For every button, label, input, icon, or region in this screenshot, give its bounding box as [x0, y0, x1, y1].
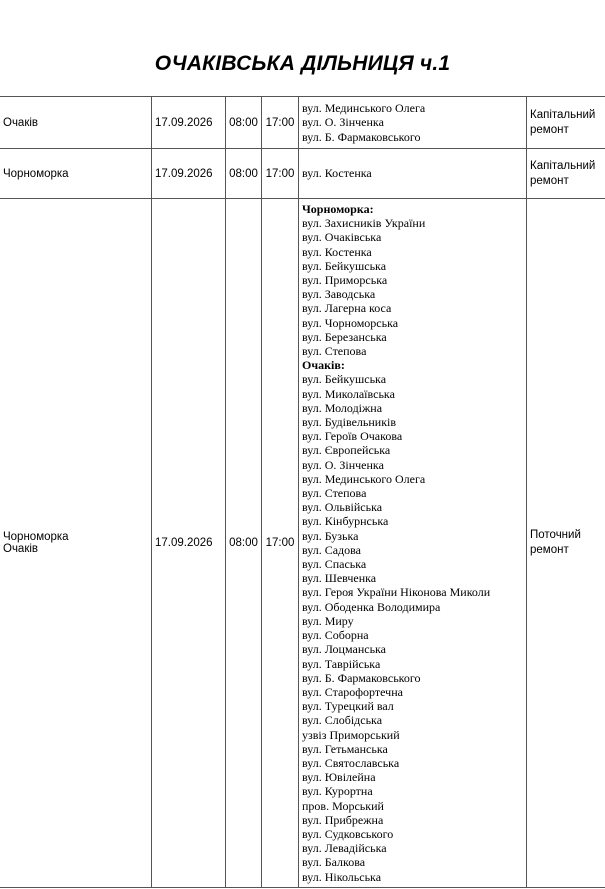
work-type-line: ремонт [530, 543, 569, 556]
street-item: вул. Б. Фармаковського [302, 129, 421, 144]
location-cell [0, 97, 152, 149]
street-item: вул. Лагерна коса [302, 301, 392, 316]
street-item: вул. Слобідська [302, 713, 383, 728]
street-item: вул. Заводська [302, 287, 376, 302]
streets-cell [299, 97, 527, 149]
street-item: вул. Степова [302, 344, 367, 359]
street-item: вул. Турецкий вал [302, 699, 394, 714]
street-item: вул. Бейкушська [302, 258, 387, 273]
location-name: Очаків [3, 116, 39, 129]
street-item: вул. Європейська [302, 443, 391, 458]
street-item: вул. Балкова [302, 855, 366, 870]
end-time-cell: 17:00 [262, 97, 299, 149]
street-group-heading: Чорноморка: [302, 202, 374, 216]
street-item: узвіз Приморський [302, 727, 400, 742]
street-item: вул. Ювілейна [302, 770, 376, 785]
location-cell [0, 199, 152, 888]
location-name: Очаків [3, 542, 39, 555]
street-item: вул. Нікольська [302, 869, 382, 884]
street-item: вул. Мединського Олега [302, 471, 426, 486]
street-item: вул. Миколаївська [302, 386, 395, 401]
page-title: ОЧАКІВСЬКА ДІЛЬНИЦЯ ч.1 [154, 52, 451, 75]
streets-cell [299, 199, 527, 888]
street-item: вул. Бейкушська [302, 372, 387, 387]
street-item: вул. Кінбурнська [302, 514, 389, 529]
street-item: вул. Ольвійська [302, 500, 383, 515]
date-cell: 17.09.2026 [152, 199, 226, 888]
street-item: вул. Шевченка [302, 571, 377, 586]
street-item: вул. Спаська [302, 557, 367, 572]
streets-cell [299, 149, 527, 199]
work-type-line: ремонт [530, 123, 569, 136]
street-item: вул. Очаківська [302, 230, 382, 245]
street-item: вул. Приморська [302, 273, 388, 288]
street-item: пров. Морський [302, 798, 384, 813]
street-item: вул. Березанська [302, 329, 387, 344]
street-item: вул. Курортна [302, 784, 373, 799]
street-item: вул. Героя України Ніконова Миколи [302, 585, 491, 600]
street-item: вул. Степова [302, 486, 367, 501]
work-type-line: ремонт [530, 174, 569, 187]
table-row [0, 199, 605, 888]
street-item: вул. Мединського Олега [302, 101, 426, 116]
street-item: вул. Молодіжна [302, 400, 383, 415]
street-item: вул. Левадійська [302, 841, 387, 856]
end-time-cell: 17:00 [262, 149, 299, 199]
street-item: вул. Костенка [302, 244, 372, 259]
work-type-line: Поточний [530, 528, 581, 541]
street-item: вул. О. Зінченка [302, 115, 384, 130]
street-item: вул. Святославська [302, 755, 400, 770]
date-cell: 17.09.2026 [152, 97, 226, 149]
street-item: вул. О. Зінченка [302, 457, 384, 472]
location-cell [0, 149, 152, 199]
location-name: Чорноморка [3, 167, 69, 180]
street-item: вул. Ободенка Володимира [302, 599, 441, 614]
street-item: вул. Миру [302, 613, 354, 628]
street-item: вул. Судковського [302, 826, 394, 841]
work-type-cell [527, 97, 605, 149]
street-item: вул. Гетьманська [302, 741, 388, 756]
street-item: вул. Будівельників [302, 415, 397, 430]
date-cell: 17.09.2026 [152, 149, 226, 199]
street-item: вул. Захисників України [302, 216, 426, 231]
outage-schedule-table [0, 96, 605, 888]
street-item: вул. Чорноморська [302, 315, 399, 330]
street-item: вул. Бузька [302, 528, 359, 543]
work-type-line: Капітальний [530, 159, 596, 172]
street-item: вул. Садова [302, 542, 361, 557]
street-item: вул. Старофортечна [302, 684, 403, 699]
street-group-heading: Очаків: [302, 358, 345, 373]
street-item: вул. Таврійська [302, 656, 381, 671]
start-time-cell: 08:00 [226, 149, 262, 199]
end-time-cell: 17:00 [262, 199, 299, 888]
work-type-cell [527, 149, 605, 199]
street-item: вул. Костенка [302, 166, 372, 181]
start-time-cell: 08:00 [226, 97, 262, 149]
street-item: вул. Прибрежна [302, 812, 384, 827]
work-type-cell [527, 199, 605, 888]
table-row [0, 97, 605, 149]
table-row [0, 149, 605, 199]
start-time-cell: 08:00 [226, 199, 262, 888]
location-name: Чорноморка [3, 530, 69, 543]
street-item: вул. Б. Фармаковського [302, 670, 421, 685]
work-type-line: Капітальний [530, 108, 596, 121]
street-item: вул. Соборна [302, 628, 369, 643]
street-item: вул. Лоцманська [302, 642, 387, 657]
street-item: вул. Героїв Очакова [302, 429, 403, 444]
